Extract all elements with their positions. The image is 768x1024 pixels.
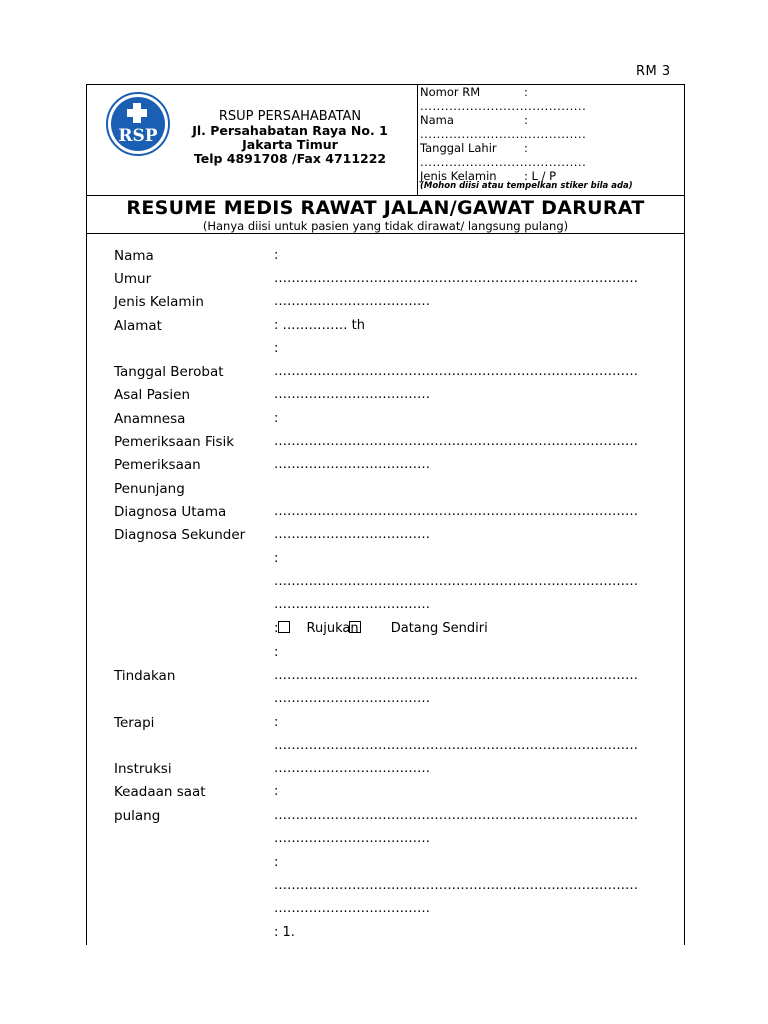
rujukan-checkbox[interactable] — [278, 621, 290, 633]
nomor-rm-label: Nomor RM : — [420, 85, 528, 99]
logo-text: RSP — [118, 126, 158, 146]
value-long-line[interactable]: ………………………………………………………………………… — [274, 668, 638, 683]
nama-box-label: Nama : — [420, 113, 528, 127]
asal-pasien-options: : Rujukan Datang Sendiri — [274, 621, 488, 636]
label-diagnosa-sekunder: Diagnosa Sekunder — [114, 527, 246, 543]
label-penunjang: Penunjang — [114, 481, 185, 497]
label-pemeriksaan-fisik: Pemeriksaan Fisik — [114, 434, 235, 450]
value-long-line[interactable]: ………………………………………………………………………… — [274, 434, 638, 449]
value-long-line[interactable]: ………………………………………………………………………… — [274, 808, 638, 823]
value-short-line[interactable]: ……………………………… — [274, 457, 430, 472]
datang-sendiri-checkbox[interactable] — [349, 621, 361, 633]
label-jenis-kelamin: Jenis Kelamin — [114, 294, 204, 310]
form-header — [87, 85, 684, 196]
label-diagnosa-utama: Diagnosa Utama — [114, 504, 227, 520]
value-colon: : — [274, 341, 279, 356]
institution-info — [175, 109, 405, 166]
value-short-line[interactable]: ……………………………… — [274, 761, 430, 776]
label-keadaan-saat: Keadaan saat — [114, 784, 206, 800]
label-pulang: pulang — [114, 808, 161, 824]
institution-address1: Jl. Persahabatan Raya No. 1 — [192, 123, 388, 138]
tanggal-lahir-field[interactable]: ........................................ — [420, 155, 587, 169]
value-colon: : — [274, 645, 279, 660]
value-colon: : — [274, 551, 279, 566]
value-long-line[interactable]: ………………………………………………………………………… — [274, 574, 638, 589]
value-colon: : — [274, 784, 279, 799]
label-alamat: Alamat — [114, 318, 162, 334]
value-short-line[interactable]: ……………………………… — [274, 831, 430, 846]
form-code: RM 3 — [636, 64, 671, 79]
value-long-line[interactable]: ………………………………………………………………………… — [274, 364, 638, 379]
nama-box-field[interactable]: ........................................ — [420, 127, 587, 141]
form-title: RESUME MEDIS RAWAT JALAN/GAWAT DARURAT — [126, 197, 645, 219]
label-instruksi: Instruksi — [114, 761, 172, 777]
value-long-line[interactable]: ………………………………………………………………………… — [274, 271, 638, 286]
institution-name: RSUP PERSAHABATAN — [218, 109, 362, 124]
label-tindakan: Tindakan — [114, 668, 176, 684]
value-short-line[interactable]: ……………………………… — [274, 691, 430, 706]
value-short-line[interactable]: ……………………………… — [274, 597, 430, 612]
value-colon: : — [274, 411, 279, 426]
label-pemeriksaan: Pemeriksaan — [114, 457, 201, 473]
title-block — [87, 195, 684, 234]
value-colon: : — [274, 248, 279, 263]
value-colon: : — [274, 855, 279, 870]
patient-id-box — [420, 85, 680, 195]
label-asal-pasien: Asal Pasien — [114, 387, 191, 403]
value-long-line[interactable]: ………………………………………………………………………… — [274, 504, 638, 519]
value-long-line[interactable]: ………………………………………………………………………… — [274, 738, 638, 753]
nomor-rm-field[interactable]: ........................................ — [420, 99, 587, 113]
institution-phone: Telp 4891708 /Fax 4711222 — [193, 151, 387, 166]
label-umur: Umur — [114, 271, 152, 287]
rujukan-label: Rujukan — [306, 621, 359, 636]
tanggal-lahir-label: Tanggal Lahir : — [420, 141, 528, 155]
sticker-note: (Mohon diisi atau tempelkan stiker bila ada) — [420, 181, 633, 191]
institution-block — [87, 85, 418, 195]
label-terapi: Terapi — [114, 715, 155, 731]
label-anamnesa: Anamnesa — [114, 411, 186, 427]
value-short-line[interactable]: ……………………………… — [274, 294, 430, 309]
jenis-kelamin-box-label: Jenis Kelamin : L / P — [420, 169, 557, 183]
label-tanggal-berobat: Tanggal Berobat — [114, 364, 224, 380]
hospital-logo-icon — [105, 91, 171, 157]
label-nama: Nama — [114, 248, 154, 264]
institution-address2: Jakarta Timur — [242, 137, 338, 152]
value-long-line[interactable]: ………………………………………………………………………… — [274, 878, 638, 893]
datang-sendiri-label: Datang Sendiri — [390, 621, 488, 636]
value-short-line[interactable]: ……………………………… — [274, 527, 430, 542]
value-short-line[interactable]: ……………………………… — [274, 901, 430, 916]
value-short-line[interactable]: ……………………………… — [274, 387, 430, 402]
form-subtitle: (Hanya diisi untuk pasien yang tidak dirawat/ langsung pulang) — [202, 219, 569, 233]
value-umur[interactable]: : …………… th — [274, 318, 365, 333]
value-list-start[interactable]: : 1. — [274, 925, 295, 940]
value-colon: : — [274, 715, 279, 730]
